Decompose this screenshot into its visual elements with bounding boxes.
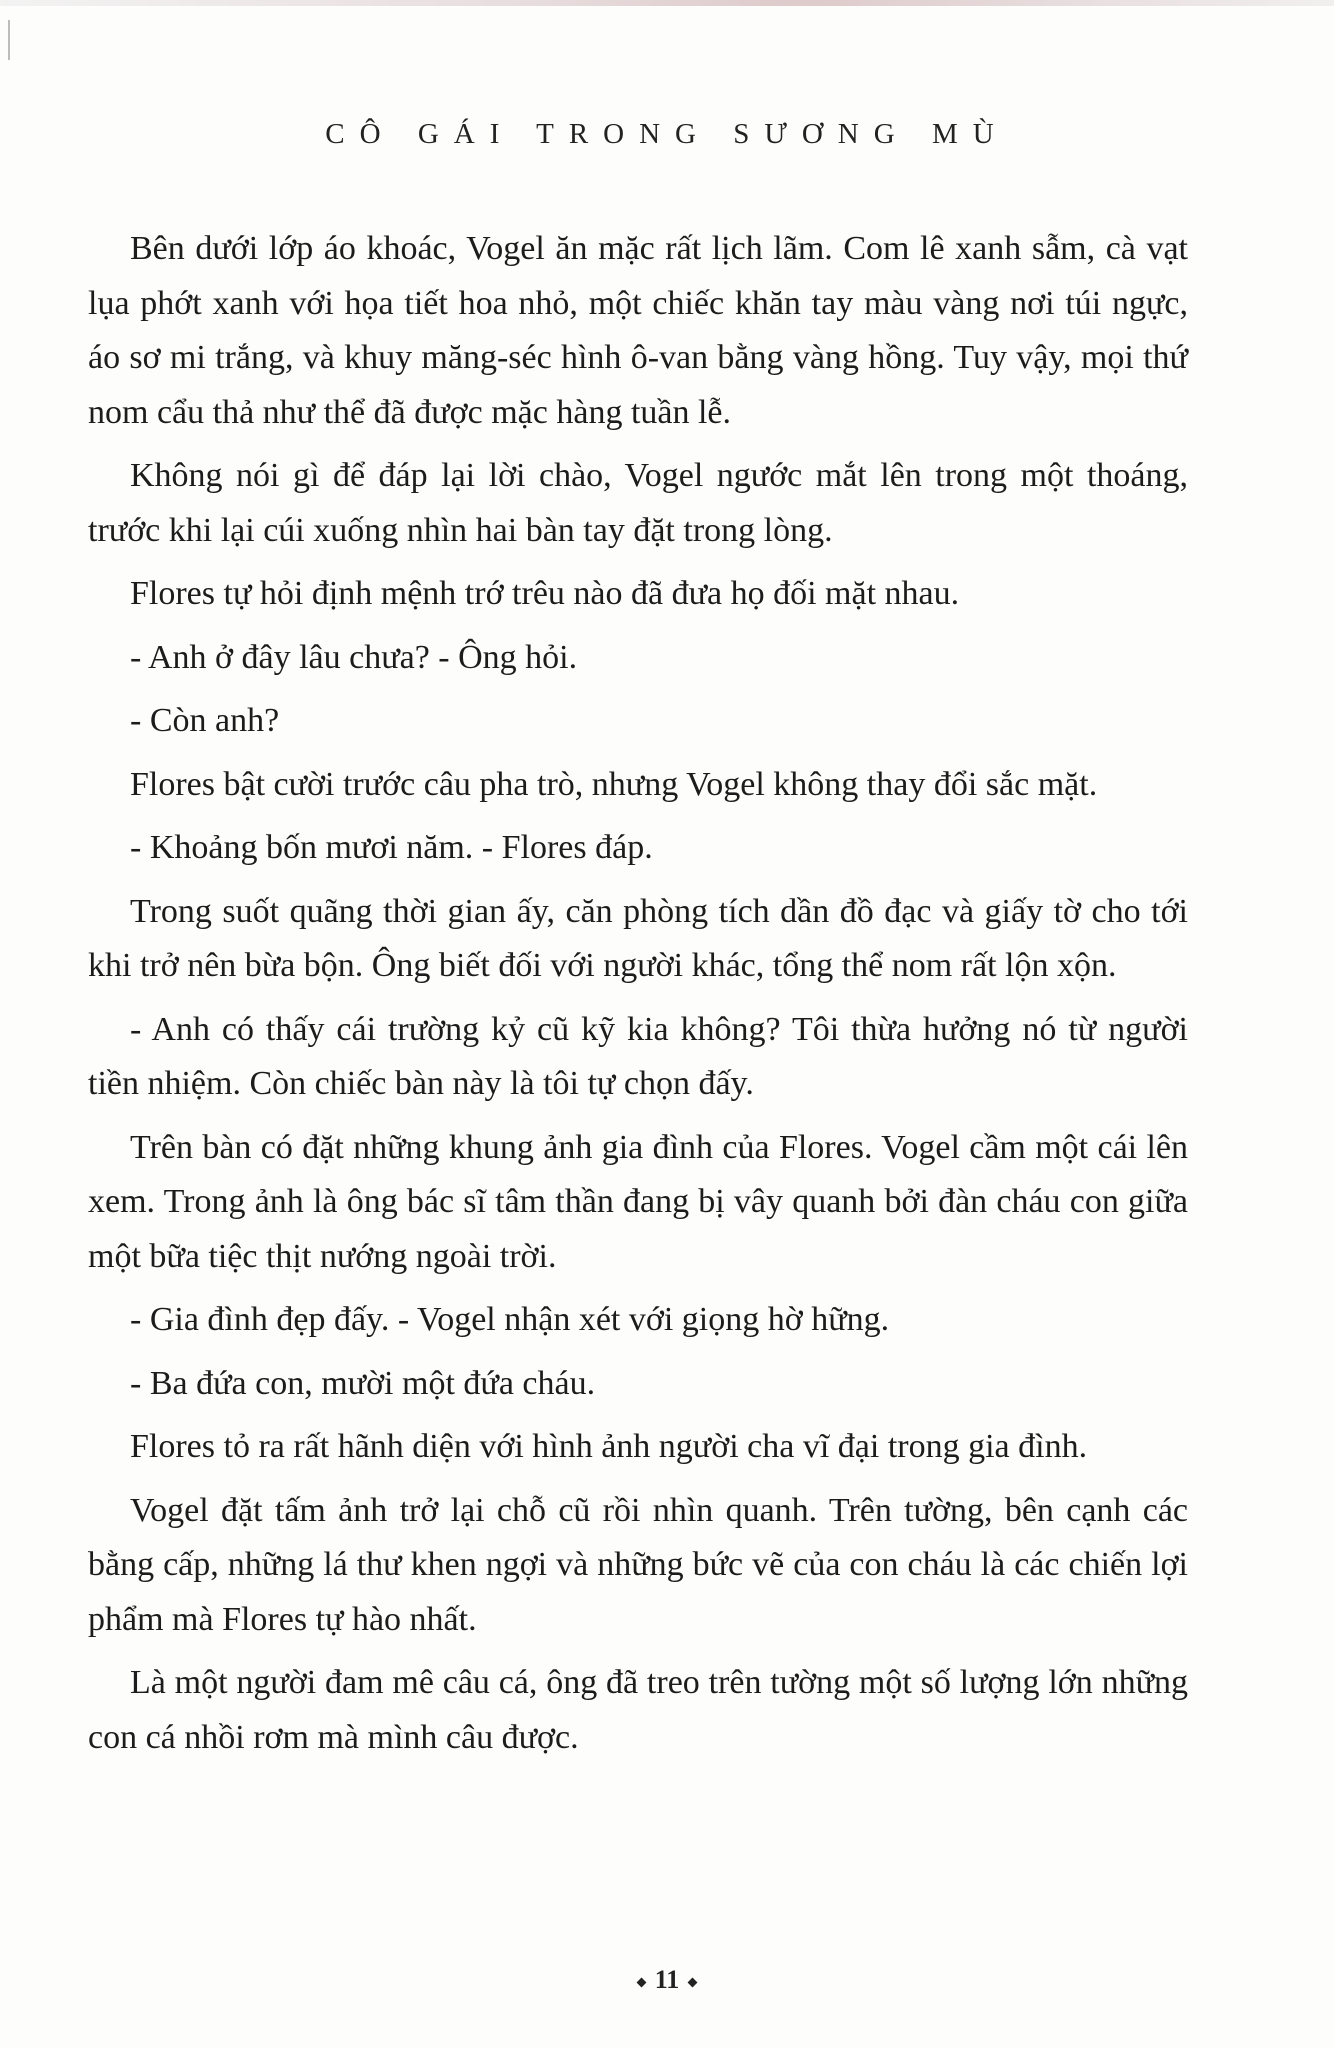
paragraph: - Gia đình đẹp đấy. - Vogel nhận xét với giọng hờ hững. <box>130 1301 890 1338</box>
running-head: CÔ GÁI TRONG SƯƠNG MÙ <box>325 118 1009 150</box>
paragraph: Flores tỏ ra rất hãnh diện với hình ảnh người cha vĩ đại trong gia đình. <box>130 1428 1088 1465</box>
diamond-bullet-icon <box>688 1977 698 1987</box>
paragraph: - Còn anh? <box>130 702 280 739</box>
paragraph: - Anh ở đây lâu chưa? - Ông hỏi. <box>130 638 578 676</box>
paragraph: Không nói gì để đáp lại lời chào, Vogel ngước mắt lên trong một thoáng, trước khi lại cúi xuống nhìn hai bàn tay đặt trong lòng. <box>88 457 1188 549</box>
page-edge-top <box>0 0 1334 6</box>
page-edge-left <box>8 20 10 60</box>
paragraph: Trên bàn có đặt những khung ảnh gia đình của Flores. Vogel cầm một cái lên xem. Trong ảnh là ông bác sĩ tâm thần đang bị vây quanh bởi đàn cháu con giữa một bữa tiệc thịt nướng ngoài trời. <box>88 1128 1188 1275</box>
page-number-value: 11 <box>654 1965 680 1994</box>
paragraph: - Khoảng bốn mươi năm. - Flores đáp. <box>130 829 653 866</box>
paragraph: Vogel đặt tấm ảnh trở lại chỗ cũ rồi nhìn quanh. Trên tường, bên cạnh các bằng cấp, những lá thư khen ngợi và những bức vẽ của con cháu là các chiến lợi phẩm mà Flores tự hào nhất. <box>88 1491 1188 1638</box>
diamond-bullet-icon <box>636 1977 646 1987</box>
paragraph: Flores bật cười trước câu pha trò, nhưng Vogel không thay đổi sắc mặt. <box>130 765 1098 803</box>
paragraph: - Anh có thấy cái trường kỷ cũ kỹ kia không? Tôi thừa hưởng nó từ người tiền nhiệm. Còn chiếc bàn này là tôi tự chọn đấy. <box>88 1010 1188 1102</box>
paragraph: Trong suốt quãng thời gian ấy, căn phòng tích dần đồ đạc và giấy tờ cho tới khi trở nên bừa bộn. Ông biết đối với người khác, tổng thể nom rất lộn xộn. <box>88 892 1188 984</box>
paragraph: Là một người đam mê câu cá, ông đã treo trên tường một số lượng lớn những con cá nhồi rơm mà mình câu được. <box>88 1664 1188 1756</box>
body-text <box>88 222 1188 1774</box>
page-number <box>0 1965 1334 1995</box>
paragraph: - Ba đứa con, mười một đứa cháu. <box>130 1364 596 1402</box>
paragraph: Bên dưới lớp áo khoác, Vogel ăn mặc rất lịch lãm. Com lê xanh sẫm, cà vạt lụa phớt xanh với họa tiết hoa nhỏ, một chiếc khăn tay màu vàng nơi túi ngực, áo sơ mi trắng, và khuy măng-séc hình ô-van bằng vàng hồng. Tuy vậy, mọi thứ nom cẩu thả như thể đã được mặc hàng tuần lễ. <box>88 230 1188 431</box>
paragraph: Flores tự hỏi định mệnh trớ trêu nào đã đưa họ đối mặt nhau. <box>130 575 960 612</box>
